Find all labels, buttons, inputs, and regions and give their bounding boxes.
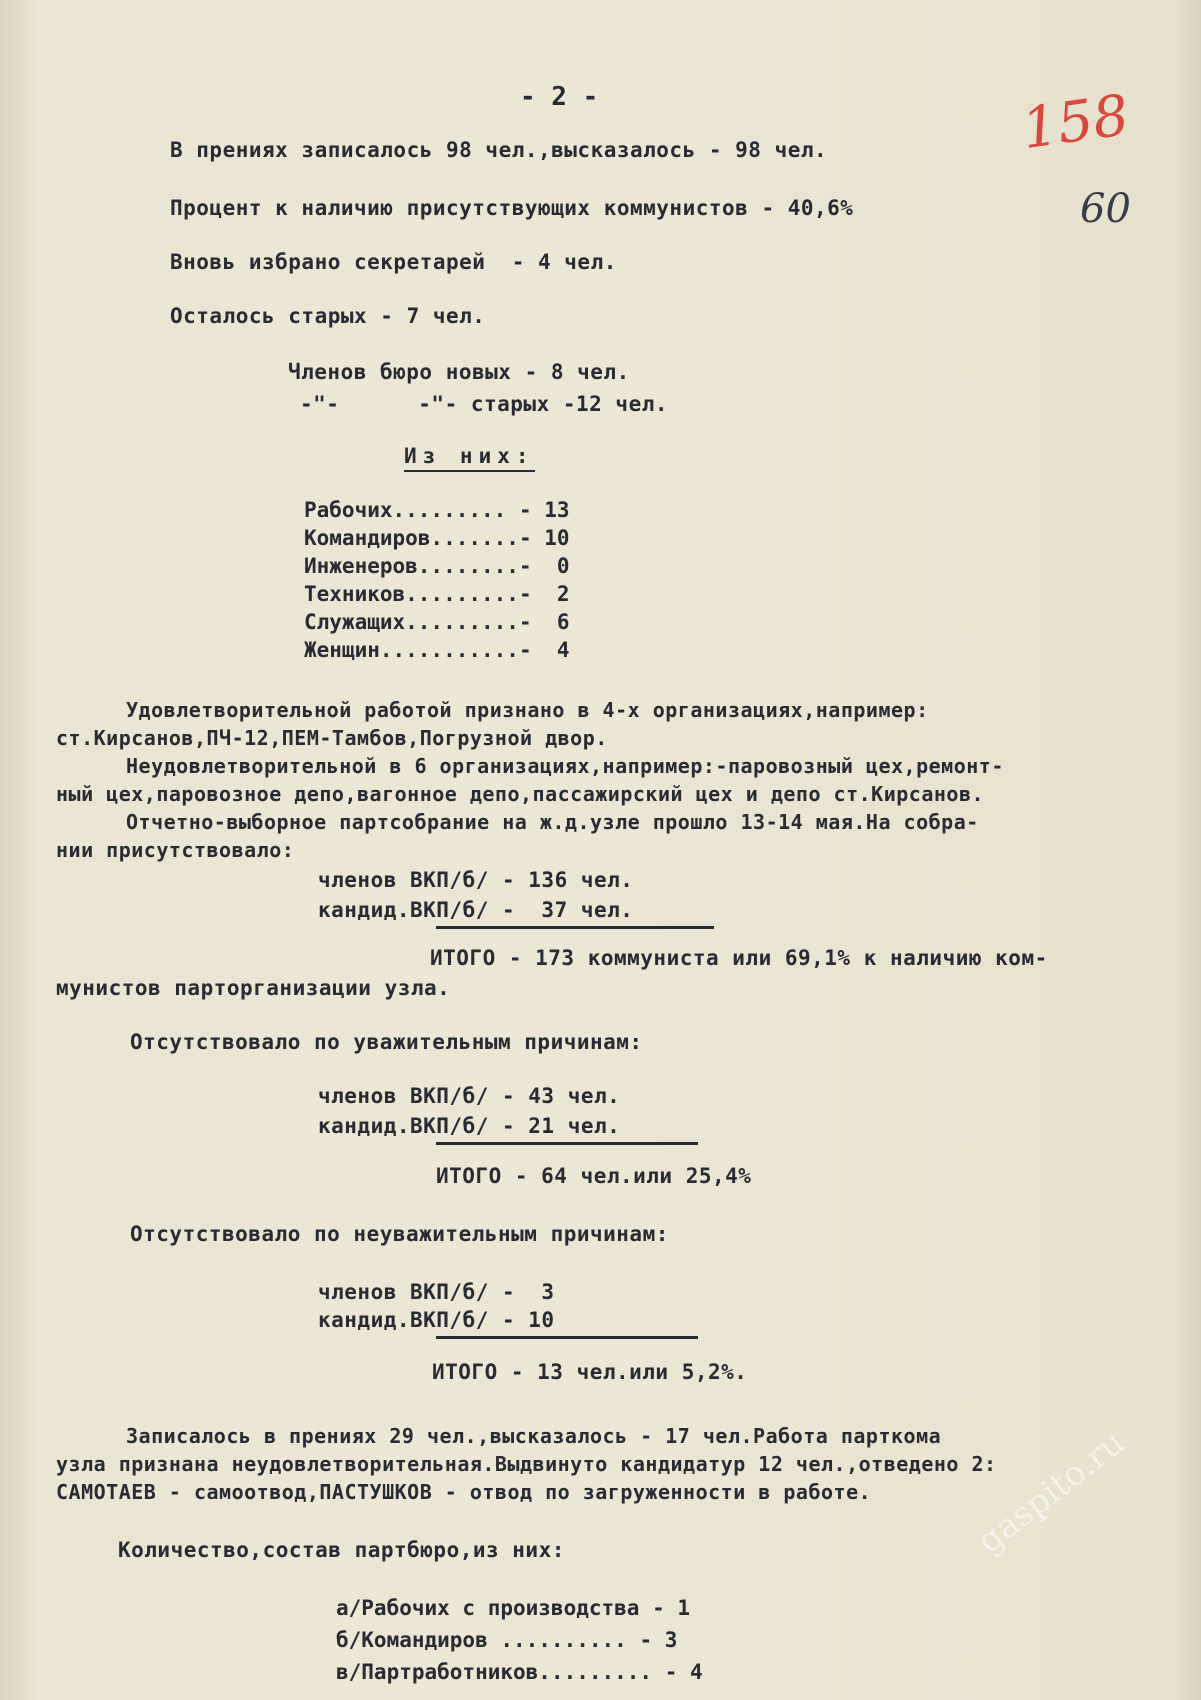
paragraph-line: ный цех,паровозное депо,вагонное депо,пассажирский цех и депо ст.Кирсанов. [56, 782, 985, 806]
of-them-heading-text: Из них: [404, 444, 535, 472]
paragraph-line: Удовлетворительной работой признано в 4-х организациях,например: [126, 698, 929, 722]
absent-invalid-heading: Отсутствовало по неуважительным причинам: [130, 1222, 669, 1246]
archive-sheet-number: 158 [1017, 82, 1133, 163]
list-item-label: Женщин........... [304, 638, 519, 662]
list-item-value: - 0 [518, 554, 570, 578]
page-number: - 2 - [520, 82, 599, 112]
divider [436, 926, 714, 929]
list-item-value: - 6 [518, 610, 570, 634]
debate-line: САМОТАЕВ - самоотвод,ПАСТУШКОВ - отвод по загруженности в работе. [56, 1480, 872, 1504]
list-item [304, 610, 570, 634]
old-remaining-line: Осталось старых - 7 чел. [170, 304, 486, 328]
new-secretaries-line: Вновь избрано секретарей - 4 чел. [170, 250, 617, 274]
list-item-value: - 13 [518, 498, 570, 522]
paragraph-line: нии присутствовало: [56, 838, 295, 862]
bureau-heading: Количество,состав партбюро,из них: [118, 1538, 565, 1562]
list-item-value: - 10 [518, 526, 570, 550]
absent-valid-members: членов ВКП/б/ - 43 чел. [318, 1084, 621, 1108]
paragraph-line: Отчетно-выборное партсобрание на ж.д.узле прошло 13-14 мая.На собра- [126, 810, 979, 834]
list-item-value: - 4 [518, 638, 570, 662]
list-item [336, 1596, 690, 1620]
absent-invalid-members: членов ВКП/б/ - 3 [318, 1280, 555, 1304]
list-item [304, 638, 570, 662]
list-item-label: Служащих......... [304, 610, 519, 634]
list-item-label: Инженеров........ [304, 554, 519, 578]
list-item-value: - 2 [518, 582, 570, 606]
list-item-label: а/Рабочих с производства [336, 1596, 640, 1620]
list-item-label: Техников......... [304, 582, 519, 606]
percentage-line: Процент к наличию присутствующих коммунистов - 40,6% [170, 196, 854, 220]
absent-valid-candidates: кандид.ВКП/б/ - 21 чел. [318, 1114, 621, 1138]
list-item [336, 1628, 677, 1652]
list-item-label: б/Командиров .......... [336, 1628, 627, 1652]
divider [436, 1336, 698, 1339]
present-total: ИТОГО - 173 коммуниста или 69,1% к наличию ком- [430, 946, 1048, 970]
list-item-label: Командиров....... [304, 526, 519, 550]
present-total-continued: мунистов парторганизации узла. [56, 976, 451, 1000]
present-members: членов ВКП/б/ - 136 чел. [318, 868, 634, 892]
watermark: gaspito.ru [970, 1422, 1133, 1562]
absent-valid-total: ИТОГО - 64 чел.или 25,4% [436, 1164, 752, 1188]
list-item [304, 498, 570, 522]
list-item-value: - 3 [639, 1628, 678, 1652]
paragraph-line: ст.Кирсанов,ПЧ-12,ПЕМ-Тамбов,Погрузной двор. [56, 726, 608, 750]
list-item [304, 554, 570, 578]
present-candidates: кандид.ВКП/б/ - 37 чел. [318, 898, 634, 922]
bureau-new-line: Членов бюро новых - 8 чел. [288, 360, 630, 384]
list-item-value: - 1 [652, 1596, 691, 1620]
absent-valid-heading: Отсутствовало по уважительным причинам: [130, 1030, 643, 1054]
bureau-old-line: -"- -"- старых -12 чел. [300, 392, 669, 416]
debate-line: Записалось в прениях 29 чел.,высказалось - 17 чел.Работа парткома [126, 1424, 942, 1448]
list-item-value: - 4 [664, 1660, 703, 1684]
debate-line: узла признана неудовлетворительная.Выдвинуто кандидатур 12 чел.,отведено 2: [56, 1452, 997, 1476]
list-item [304, 582, 570, 606]
absent-invalid-total: ИТОГО - 13 чел.или 5,2%. [432, 1360, 748, 1384]
list-item-label: в/Партработников......... [336, 1660, 653, 1684]
list-item-label: Рабочих......... [304, 498, 507, 522]
absent-invalid-candidates: кандид.ВКП/б/ - 10 [318, 1308, 555, 1332]
of-them-heading [404, 444, 535, 468]
list-item [304, 526, 570, 550]
divider [436, 1142, 698, 1145]
list-item [336, 1660, 703, 1684]
debate-count-line: В прениях записалось 98 чел.,высказалось - 98 чел. [170, 138, 828, 162]
paragraph-line: Неудовлетворительной в 6 организациях,например:-паровозный цех,ремонт- [126, 754, 1004, 778]
archive-sheet-number-secondary: 60 [1080, 186, 1131, 232]
